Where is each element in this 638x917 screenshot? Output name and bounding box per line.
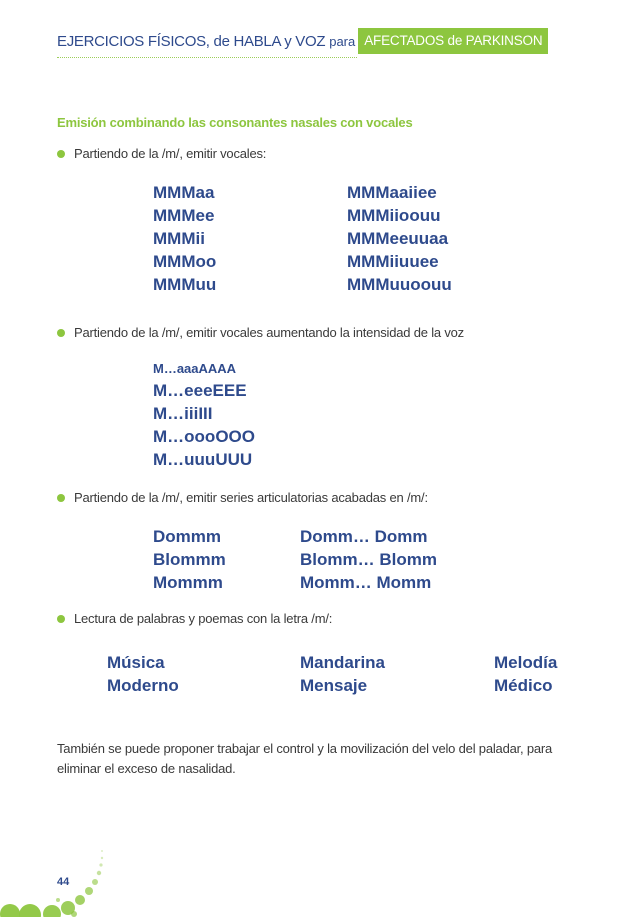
drill-line: MMMuu	[153, 275, 217, 294]
word: Médico	[494, 676, 553, 695]
intensity-column	[153, 379, 255, 471]
drill-line: Dommm	[153, 527, 222, 546]
drill-line: MMMuuoouu	[347, 275, 452, 294]
word: Mensaje	[300, 676, 368, 695]
drill-line: MMMoo	[153, 252, 217, 271]
drill-line: M…uuuUUU	[153, 450, 253, 469]
drill-line: MMMii	[153, 229, 205, 248]
vowels-right-column	[347, 181, 452, 296]
green-dots-decoration	[0, 820, 120, 917]
bullet-text: Partiendo de la /m/, emitir vocales aumentando la intensidad de la voz	[74, 325, 464, 340]
drill-line: M…iiiIII	[153, 404, 213, 423]
bullet-dot-icon	[57, 150, 65, 158]
words-column-1	[107, 651, 179, 697]
drill-line: MMMiioouu	[347, 206, 441, 225]
bullet-text: Partiendo de la /m/, emitir vocales:	[74, 146, 267, 161]
words-column-3	[494, 651, 557, 697]
header-dotted-rule	[57, 57, 357, 58]
bullet-item	[57, 490, 428, 505]
drill-line: Momm… Momm	[300, 573, 432, 592]
drill-line: MMMiiuuee	[347, 252, 439, 271]
header-title: EJERCICIOS FÍSICOS, de HABLA y VOZ	[57, 32, 326, 50]
drill-line: MMMeeuuaa	[347, 229, 449, 248]
word: Mandarina	[300, 653, 386, 672]
bullet-item	[57, 325, 464, 340]
section-title: Emisión combinando las consonantes nasales con vocales	[57, 115, 413, 130]
drill-line: Blommm	[153, 550, 226, 569]
bullet-text: Lectura de palabras y poemas con la letra /m/:	[74, 611, 333, 626]
word: Melodía	[494, 653, 558, 672]
bullet-dot-icon	[57, 615, 65, 623]
header-para: para	[329, 33, 356, 49]
word: Música	[107, 653, 165, 672]
vowels-left-column	[153, 181, 216, 296]
closing-note: También se puede proponer trabajar el control y la movilización del velo del paladar, para eliminar el exceso de nasalidad.	[57, 741, 553, 776]
bullet-text: Partiendo de la /m/, emitir series articulatorias acabadas en /m/:	[74, 490, 428, 505]
words-column-2	[300, 651, 385, 697]
page-header	[57, 28, 548, 54]
bullet-dot-icon	[57, 494, 65, 502]
drill-line: Domm… Domm	[300, 527, 428, 546]
drill-line: Blomm… Blomm	[300, 550, 437, 569]
drill-line: M…oooOOO	[153, 427, 255, 446]
series-left-column	[153, 525, 226, 594]
drill-line: Mommm	[153, 573, 223, 592]
page-number: 44	[57, 876, 70, 888]
bullet-dot-icon	[57, 329, 65, 337]
header-badge: AFECTADOS de PARKINSON	[358, 28, 548, 54]
bullet-item	[57, 146, 266, 161]
drill-line: M…eeeEEE	[153, 381, 247, 400]
series-right-column	[300, 525, 437, 594]
drill-line: MMMaaiiee	[347, 183, 437, 202]
drill-line: MMMaa	[153, 183, 215, 202]
drill-line: M…aaaAAAA	[153, 361, 237, 376]
drill-line: MMMee	[153, 206, 215, 225]
word: Moderno	[107, 676, 179, 695]
bullet-item	[57, 611, 332, 626]
